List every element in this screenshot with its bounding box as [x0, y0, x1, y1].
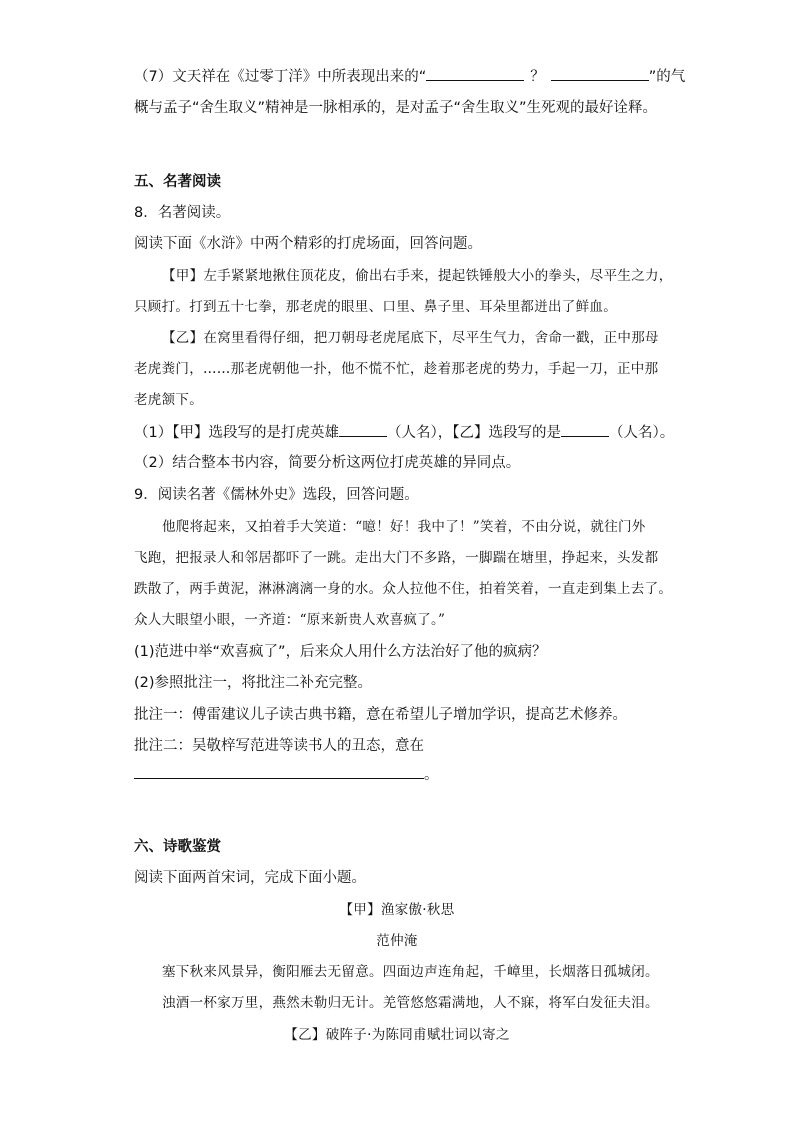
note2: 批注二：吴敬梓写范进等读书人的丑态，意在	[134, 738, 424, 754]
poem1-author: 范仲淹	[376, 933, 418, 949]
q7-line2: 概与孟子“舍生取义”精神是一脉相承的，是对孟子“舍生取义”生死观的最好诠释。	[134, 100, 658, 116]
poem1-line2: 浊酒一杯家万里，燕然未勒归无计。羌管悠悠霜满地，人不寐，将军白发征夫泪。	[162, 995, 659, 1011]
q9-sub1: (1)范进中举“欢喜疯了”，后来众人用什么方法治好了他的疯病？	[134, 644, 547, 660]
poem1-title: 【甲】渔家傲·秋思	[339, 902, 455, 918]
yi-line3: 老虎颔下。	[134, 392, 203, 408]
q9-title: 9．阅读名著《儒林外史》选段，回答问题。	[134, 487, 419, 503]
yi-line2: 老虎粪门，……那老虎朝他一扑，他不慌不忙，趁着那老虎的势力，手起一刀，正中那	[134, 361, 659, 377]
q7-sep: ？	[530, 69, 545, 85]
jia-line2: 只顾打。打到五十七拳，那老虎的眼里、口里、鼻子里、耳朵里都迸出了鲜血。	[134, 299, 617, 315]
poem2-title: 【乙】破阵子·为陈同甫赋壮词以寄之	[284, 1027, 510, 1043]
note1: 批注一：傅雷建议儿子读古典书籍，意在希望儿子增加学识，提高艺术修养。	[134, 707, 627, 723]
q8-intro: 阅读下面《水浒》中两个精彩的打虎场面，回答问题。	[134, 236, 482, 252]
q7-text-b: ”的气	[648, 69, 686, 85]
q8-sub1-a: （1）【甲】选段写的是打虎英雄	[134, 425, 339, 441]
q7-line1	[134, 66, 685, 87]
passage-line4: 众人大眼望小眼，一齐道：“原来新贵人欢喜疯了。”	[134, 612, 446, 628]
yi-line1: 【乙】在窝里看得仔细，把刀朝母老虎尾底下，尽平生气力，舍命一戳，正中那母	[162, 330, 659, 346]
q8-sub2: （2）结合整本书内容，简要分析这两位打虎英雄的异同点。	[134, 455, 521, 471]
q9-sub2: (2)参照批注一，将批注二补充完整。	[134, 675, 373, 691]
q7-blank-2[interactable]	[551, 66, 649, 81]
q8-blank-yi[interactable]	[561, 422, 609, 437]
q7-blank-1[interactable]	[426, 66, 524, 81]
passage-line3: 跌散了，两手黄泥，淋淋漓漓一身的水。众人拉他不住，拍着笑着，一直走到集上去了。	[134, 581, 673, 597]
q7-text-a: （7）文天祥在《过零丁洋》中所表现出来的“	[134, 69, 427, 85]
passage-line2: 飞跑，把报录人和邻居都吓了一跳。走出大门不多路，一脚踹在塘里，挣起来，头发都	[134, 550, 659, 566]
passage-line1: 他爬将起来，又拍着手大笑道：“噫！好！我中了！”笑着，不由分说，就往门外	[162, 519, 646, 535]
jia-line1: 【甲】左手紧紧地揪住顶花皮，偷出右手来，提起铁锤般大小的拳头，尽平生之力，	[162, 268, 673, 284]
note2-answer-line	[134, 764, 439, 785]
poem1-line1: 塞下秋来风景异，衡阳雁去无留意。四面边声连角起，千嶂里，长烟落日孤城闭。	[162, 964, 659, 980]
q8-sub1-c: （人名）。	[608, 425, 675, 441]
note2-end: 。	[424, 767, 439, 783]
q8-title: 8．名著阅读。	[134, 205, 231, 221]
note2-blank[interactable]	[134, 764, 424, 779]
section6-heading: 六、诗歌鉴赏	[134, 839, 221, 855]
q8-sub1	[134, 422, 674, 443]
section5-heading: 五、名著阅读	[134, 174, 221, 190]
q8-blank-jia[interactable]	[339, 422, 387, 437]
section6-intro: 阅读下面两首宋词，完成下面小题。	[134, 870, 366, 886]
q8-sub1-b: （人名），【乙】选段写的是	[386, 425, 561, 441]
